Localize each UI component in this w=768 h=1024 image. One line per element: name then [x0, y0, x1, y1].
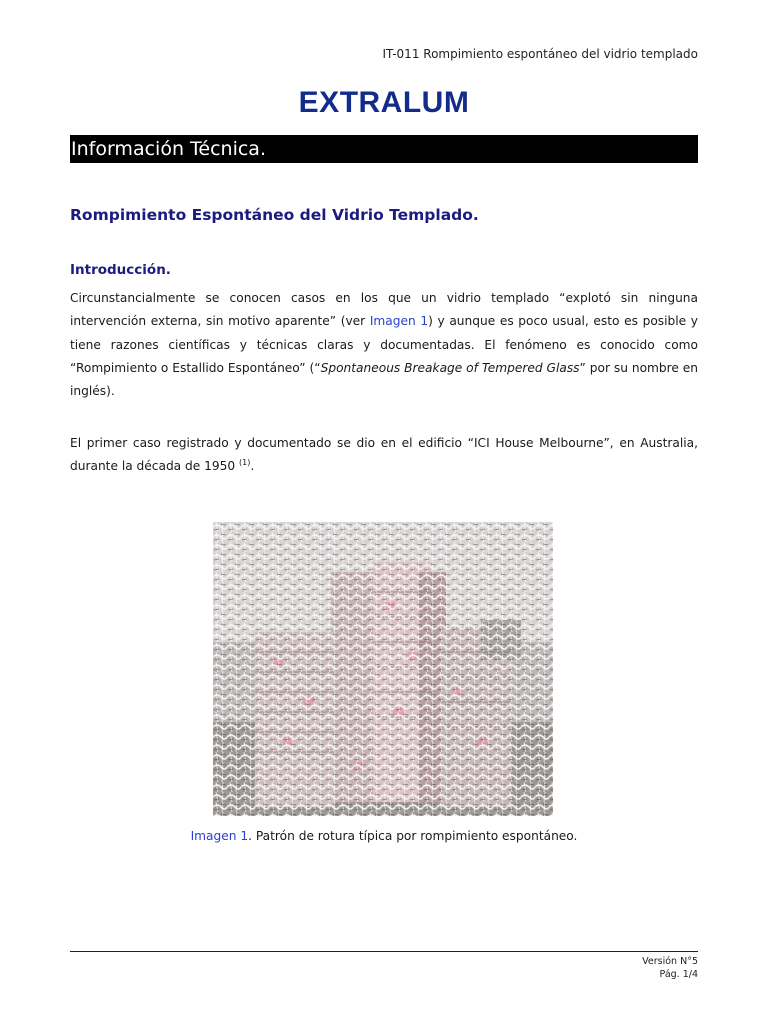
intro-text-3: ” por su nombre en inglés).: [70, 360, 699, 399]
footnote-marker[interactable]: (1): [239, 458, 251, 468]
broken-glass-photo: [213, 522, 553, 816]
footer-divider: [70, 951, 698, 952]
caption-text: . Patrón de rotura típica por rompimiento espontáneo.: [248, 829, 578, 843]
intro-paragraph-2: [70, 432, 698, 479]
intro-italic-term: Spontaneous Breakage of Tempered Glass: [320, 360, 580, 375]
page-number: Pág. 1/4: [659, 969, 698, 980]
caption-image-label: Imagen 1: [190, 829, 249, 843]
section-banner: Información Técnica.: [70, 135, 698, 163]
document-title: Rompimiento Espontáneo del Vidrio Templado.: [70, 206, 479, 224]
version-label: Versión N°5: [642, 956, 698, 967]
running-header: IT-011 Rompimiento espontáneo del vidrio templado: [382, 47, 698, 61]
broken-glass-illustration: [213, 522, 553, 816]
image-1-reference-link[interactable]: Imagen 1: [369, 314, 429, 329]
intro-text-2: ) y aunque es poco usual, esto es posible y tiene razones científicas y técnicas claras y documentadas. El fenómeno es conocido como “Rompimiento o Estallido Espontáneo” (“: [70, 314, 698, 375]
intro-paragraph-1: [70, 287, 698, 403]
footer-info: [500, 955, 698, 981]
brand-logo-text: EXTRALUM: [298, 86, 470, 119]
section-heading-introduccion: Introducción.: [70, 262, 171, 278]
history-text: El primer caso registrado y documentado se dio en el edificio “ICI House Melbourne”, en Australia, durante la década de 1950: [70, 436, 698, 474]
history-text-end: .: [250, 459, 255, 474]
figure-caption: [0, 829, 768, 843]
intro-text-1: Circunstancialmente se conocen casos en los que un vidrio templado “explotó sin ninguna intervención externa, sin motivo aparente” (ver: [70, 291, 698, 329]
